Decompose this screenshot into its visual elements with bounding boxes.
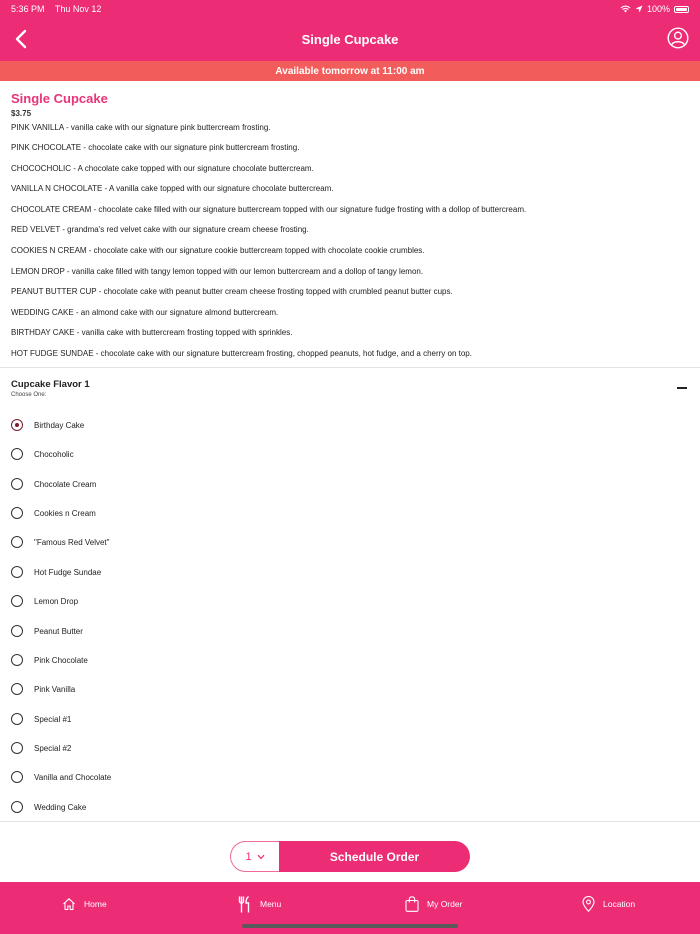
availability-banner: Available tomorrow at 11:00 am bbox=[0, 61, 700, 81]
description-line: LEMON DROP - vanilla cake filled with tangy lemon topped with our lemon buttercream and a dollop of tangy lemon. bbox=[11, 267, 424, 276]
minus-icon bbox=[677, 387, 687, 389]
fork-knife-icon bbox=[238, 896, 252, 913]
nav-header bbox=[0, 18, 700, 61]
radio-button[interactable] bbox=[11, 742, 23, 754]
chevron-down-icon bbox=[257, 854, 265, 860]
flavor-option[interactable] bbox=[0, 736, 700, 760]
battery-icon bbox=[674, 6, 689, 13]
flavor-section-title: Cupcake Flavor 1 bbox=[11, 379, 90, 390]
flavor-option[interactable] bbox=[0, 442, 700, 466]
flavor-option-label: Special #2 bbox=[34, 743, 72, 753]
flavor-option[interactable] bbox=[0, 648, 700, 672]
flavor-option-label: Birthday Cake bbox=[34, 420, 85, 430]
flavor-option-label: "Famous Red Velvet" bbox=[34, 537, 110, 547]
status-right bbox=[620, 4, 689, 14]
flavor-option[interactable] bbox=[0, 501, 700, 525]
flavor-option-label: Cookies n Cream bbox=[34, 508, 96, 518]
home-icon bbox=[62, 897, 76, 911]
location-pin-icon bbox=[582, 896, 595, 912]
flavor-option[interactable] bbox=[0, 707, 700, 731]
tab-label: Menu bbox=[260, 899, 282, 909]
quantity-value: 1 bbox=[245, 850, 252, 863]
flavor-option[interactable] bbox=[0, 795, 700, 819]
flavor-option-label: Lemon Drop bbox=[34, 596, 79, 606]
tab-location[interactable] bbox=[582, 895, 635, 913]
status-date: Thu Nov 12 bbox=[54, 4, 102, 14]
flavor-option-label: Wedding Cake bbox=[34, 802, 87, 812]
radio-button[interactable] bbox=[11, 625, 23, 637]
radio-button[interactable] bbox=[11, 566, 23, 578]
radio-button[interactable] bbox=[11, 507, 23, 519]
tab-label: My Order bbox=[427, 899, 463, 909]
product-title: Single Cupcake bbox=[11, 91, 108, 106]
flavor-option[interactable] bbox=[0, 619, 700, 643]
description-line: PINK VANILLA - vanilla cake with our signature pink buttercream frosting. bbox=[11, 123, 271, 132]
tab-label: Location bbox=[603, 899, 636, 909]
flavor-option-label: Peanut Butter bbox=[34, 626, 83, 636]
radio-button-selected[interactable] bbox=[11, 419, 23, 431]
quantity-select[interactable] bbox=[230, 841, 279, 872]
radio-button[interactable] bbox=[11, 801, 23, 813]
description-line: PINK CHOCOLATE - chocolate cake with our signature pink buttercream frosting. bbox=[11, 143, 300, 152]
description-line: CHOCOCHOLIC - A chocolate cake topped with our signature chocolate buttercream. bbox=[11, 164, 314, 173]
description-line: BIRTHDAY CAKE - vanilla cake with buttercream frosting topped with sprinkles. bbox=[11, 328, 293, 337]
description-line: COOKIES N CREAM - chocolate cake with our signature cookie buttercream topped with chocolate cookie crumbles. bbox=[11, 246, 425, 255]
description-line: CHOCOLATE CREAM - chocolate cake filled with our signature buttercream topped with our signature fudge frosting with a dollop of buttercream. bbox=[11, 205, 527, 214]
description-line: RED VELVET - grandma's red velvet cake with our signature cream cheese frosting. bbox=[11, 225, 309, 234]
home-indicator[interactable] bbox=[242, 924, 458, 928]
collapse-button[interactable] bbox=[674, 382, 690, 392]
radio-button[interactable] bbox=[11, 713, 23, 725]
radio-button[interactable] bbox=[11, 478, 23, 490]
flavor-option[interactable] bbox=[0, 413, 700, 437]
flavor-option[interactable] bbox=[0, 560, 700, 584]
radio-button[interactable] bbox=[11, 536, 23, 548]
flavor-option-label: Chocolate Cream bbox=[34, 479, 97, 489]
flavor-option[interactable] bbox=[0, 472, 700, 496]
order-bar bbox=[0, 823, 700, 882]
radio-button[interactable] bbox=[11, 448, 23, 460]
radio-button[interactable] bbox=[11, 683, 23, 695]
chevron-left-icon bbox=[15, 29, 27, 49]
tab-my-order[interactable] bbox=[405, 895, 462, 913]
status-bar bbox=[0, 0, 700, 18]
user-icon bbox=[667, 27, 689, 49]
description-line: HOT FUDGE SUNDAE - chocolate cake with our signature buttercream frosting, chopped peanuts, hot fudge, and a cherry on top. bbox=[11, 349, 472, 358]
back-button[interactable] bbox=[10, 26, 32, 52]
tab-menu[interactable] bbox=[238, 895, 281, 913]
flavor-option-label: Pink Chocolate bbox=[34, 655, 88, 665]
flavor-option-label: Special #1 bbox=[34, 714, 72, 724]
radio-button[interactable] bbox=[11, 771, 23, 783]
shopping-bag-icon bbox=[405, 896, 419, 912]
tab-label: Home bbox=[84, 899, 107, 909]
status-left bbox=[11, 4, 109, 14]
flavor-option[interactable] bbox=[0, 765, 700, 789]
description-line: WEDDING CAKE - an almond cake with our signature almond buttercream. bbox=[11, 308, 279, 317]
section-divider bbox=[0, 821, 700, 822]
flavor-option-label: Chocoholic bbox=[34, 449, 74, 459]
flavor-option[interactable] bbox=[0, 530, 700, 554]
product-price: $3.75 bbox=[11, 109, 32, 118]
description-line: VANILLA N CHOCOLATE - A vanilla cake topped with our signature chocolate buttercream. bbox=[11, 184, 334, 193]
page-title: Single Cupcake bbox=[301, 32, 399, 47]
flavor-option-label: Pink Vanilla bbox=[34, 684, 76, 694]
product-content[interactable] bbox=[0, 81, 700, 822]
radio-button[interactable] bbox=[11, 654, 23, 666]
tab-home[interactable] bbox=[62, 895, 107, 913]
location-arrow-icon bbox=[635, 5, 643, 13]
flavor-option[interactable] bbox=[0, 677, 700, 701]
wifi-icon bbox=[620, 5, 631, 13]
flavor-option-label: Vanilla and Chocolate bbox=[34, 772, 112, 782]
profile-button[interactable] bbox=[667, 27, 689, 49]
status-time: 5:36 PM bbox=[11, 4, 45, 14]
radio-button[interactable] bbox=[11, 595, 23, 607]
battery-percent: 100% bbox=[646, 4, 670, 14]
order-pill bbox=[230, 841, 470, 872]
tab-bar bbox=[0, 882, 700, 934]
flavor-option-label: Hot Fudge Sundae bbox=[34, 567, 102, 577]
description-line: PEANUT BUTTER CUP - chocolate cake with peanut butter cream cheese frosting topped with crumbled peanut butter cups. bbox=[11, 287, 453, 296]
flavor-section-subtitle: Choose One: bbox=[11, 392, 47, 398]
schedule-order-button[interactable]: Schedule Order bbox=[279, 841, 470, 872]
section-divider bbox=[0, 367, 700, 368]
flavor-option[interactable] bbox=[0, 589, 700, 613]
